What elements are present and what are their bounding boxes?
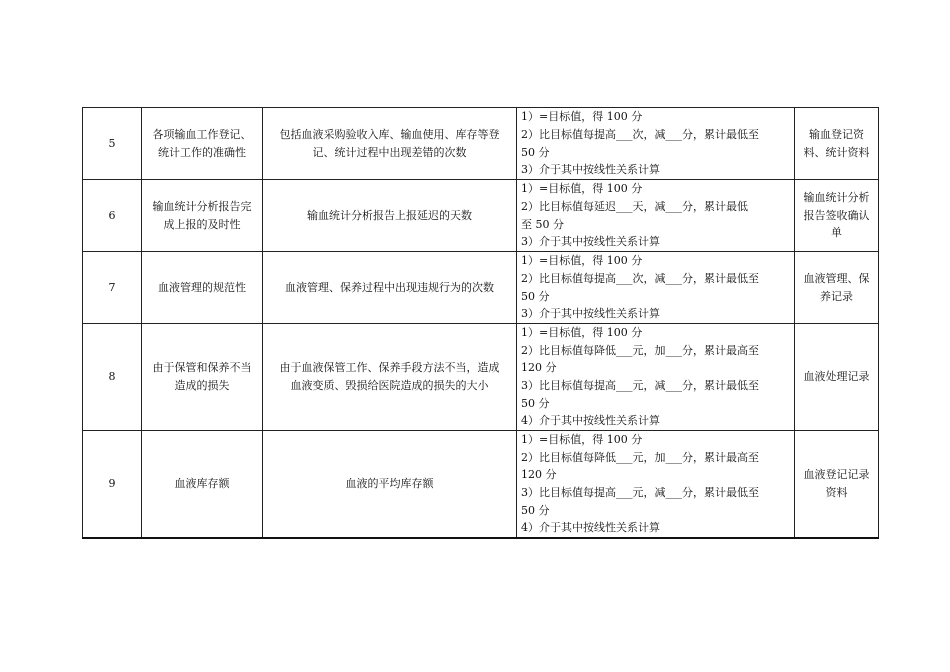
kpi-table — [82, 107, 879, 539]
indicator-definition: 输血统计分析报告上报延迟的天数 — [263, 180, 517, 252]
data-source: 输血统计分析 报告签收确认 单 — [795, 180, 879, 252]
table-row — [83, 108, 879, 180]
row-number: 6 — [83, 180, 142, 252]
row-number: 5 — [83, 108, 142, 180]
indicator-definition: 血液的平均库存额 — [263, 431, 517, 539]
indicator-name: 由于保管和保养不当 造成的损失 — [142, 324, 263, 431]
row-number: 9 — [83, 431, 142, 539]
scoring-rules: 1）=目标值，得 100 分 2）比目标值每提高___次，减___分，累计最低至 50 分 3）介于其中按线性关系计算 — [517, 252, 795, 324]
scoring-rules: 1）=目标值，得 100 分 2）比目标值每延迟___天，减___分，累计最低 至 50 分 3）介于其中按线性关系计算 — [517, 180, 795, 252]
row-number: 8 — [83, 324, 142, 431]
data-source: 血液处理记录 — [795, 324, 879, 431]
indicator-name: 血液库存额 — [142, 431, 263, 539]
table-row — [83, 180, 879, 252]
table-row — [83, 324, 879, 431]
data-source: 血液管理、保 养记录 — [795, 252, 879, 324]
scoring-rules: 1）=目标值，得 100 分 2）比目标值每降低___元，加___分，累计最高至 120 分 3）比目标值每提高___元，减___分，累计最低至 50 分 4）介于其中按线性关系计算 — [517, 431, 795, 539]
indicator-name: 血液管理的规范性 — [142, 252, 263, 324]
indicator-name: 输血统计分析报告完 成上报的及时性 — [142, 180, 263, 252]
scoring-rules: 1）=目标值，得 100 分 2）比目标值每降低___元，加___分，累计最高至 120 分 3）比目标值每提高___元，减___分，累计最低至 50 分 4）介于其中按线性关系计算 — [517, 324, 795, 431]
data-source: 血液登记记录 资料 — [795, 431, 879, 539]
row-number: 7 — [83, 252, 142, 324]
indicator-definition: 由于血液保管工作、保养手段方法不当，造成 血液变质、毁损给医院造成的损失的大小 — [263, 324, 517, 431]
table-row — [83, 252, 879, 324]
table-row — [83, 431, 879, 539]
indicator-definition: 包括血液采购验收入库、输血使用、库存等登 记、统计过程中出现差错的次数 — [263, 108, 517, 180]
indicator-definition: 血液管理、保养过程中出现违规行为的次数 — [263, 252, 517, 324]
data-source: 输血登记资 料、统计资料 — [795, 108, 879, 180]
indicator-name: 各项输血工作登记、 统计工作的准确性 — [142, 108, 263, 180]
scoring-rules: 1）=目标值，得 100 分 2）比目标值每提高___次，减___分，累计最低至 50 分 3）介于其中按线性关系计算 — [517, 108, 795, 180]
